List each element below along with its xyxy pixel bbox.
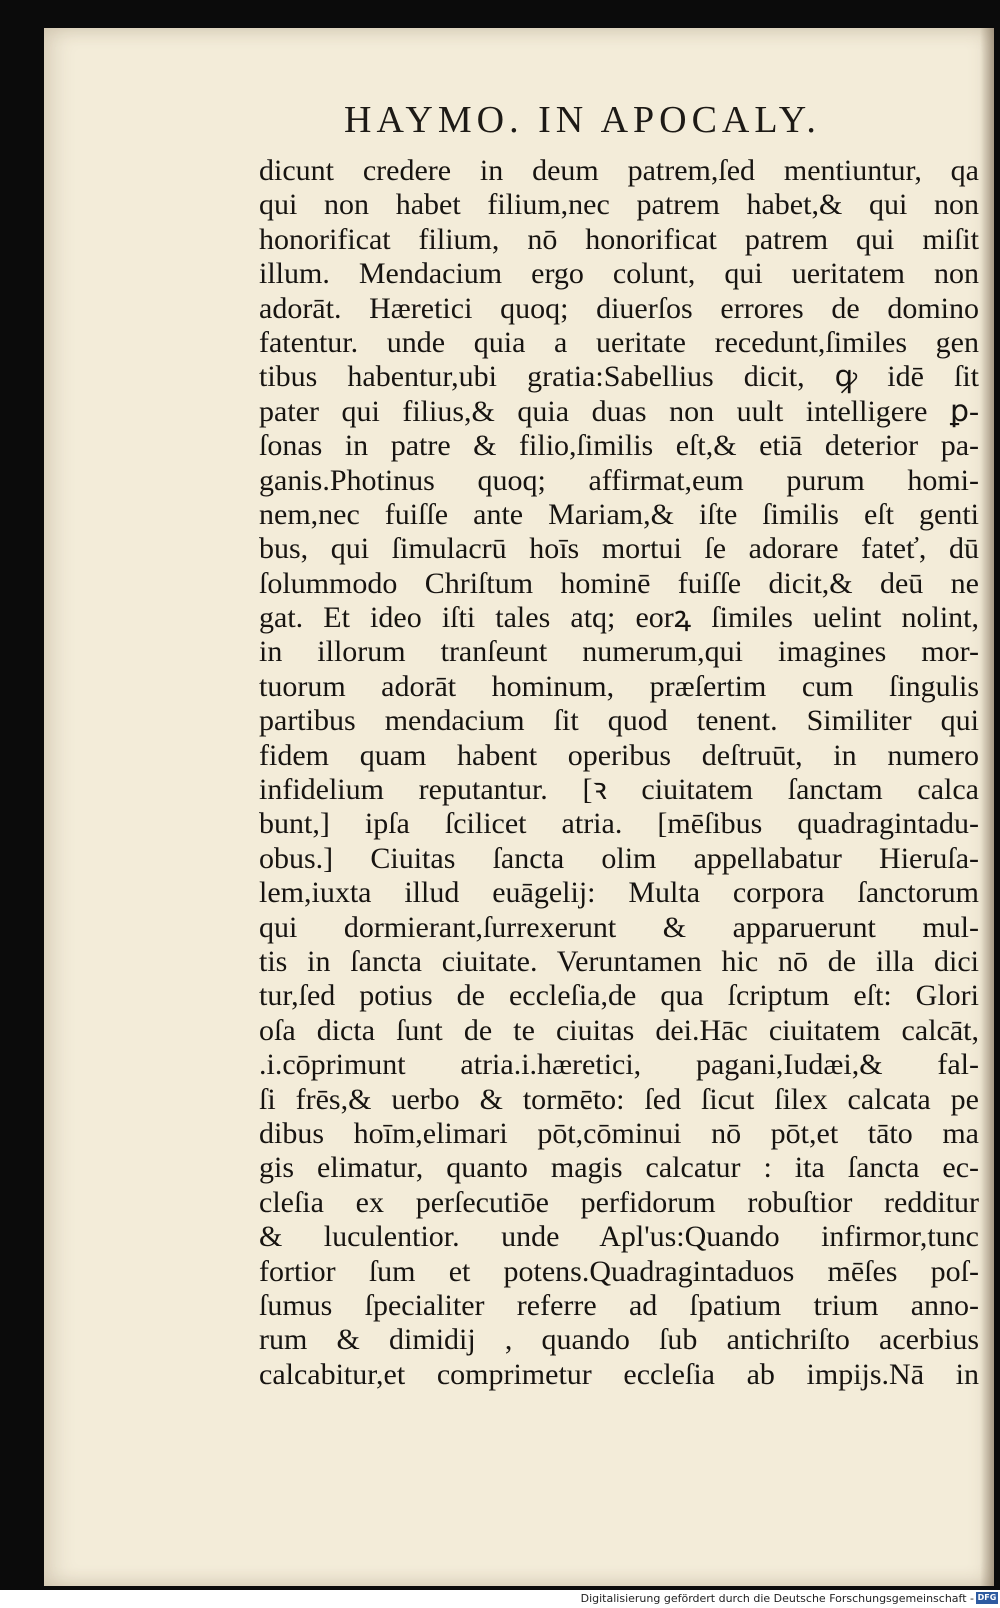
- text-line: & luculentior. unde Apl'us:Quando infirmor,tunc: [259, 1220, 979, 1254]
- text-line: illum. Mendacium ergo colunt, qui ueritatem non: [259, 257, 979, 291]
- text-line: .i.cōprimunt atria.i.hæretici, pagani,Iudæi,& fal-: [259, 1048, 979, 1082]
- text-line: bunt,] ipſa ſcilicet atria. [mēſibus quadragintadu-: [259, 807, 979, 841]
- text-line: tis in ſancta ciuitate. Veruntamen hic nō de illa dici: [259, 944, 979, 978]
- text-line: rum & dimidij , quando ſub antichriſto acerbius: [259, 1323, 979, 1357]
- text-line: fatentur. unde quia a ueritate recedunt,ſimiles gen: [259, 325, 979, 359]
- text-line: qui dormierant,ſurrexerunt & apparuerunt mul-: [259, 910, 979, 944]
- book-page: [44, 28, 994, 1586]
- text-line: ſonas in patre & filio,ſimilis eſt,& etiā deterior pa-: [259, 429, 979, 463]
- text-line: ſi frēs,& uerbo & tormēto: ſed ſicut ſilex calcata pe: [259, 1082, 979, 1116]
- running-head: HAYMO. IN APOCALY.: [344, 99, 821, 141]
- text-line: obus.] Ciuitas ſancta olim appellabatur Hieruſa-: [259, 841, 979, 875]
- text-line: nem,nec fuiſſe ante Mariam,& iſte ſimilis eſt genti: [259, 497, 979, 531]
- text-line: tuorum adorāt hominum, præſertim cum ſingulis: [259, 669, 979, 703]
- text-line: dicunt credere in deum patrem,ſed mentiuntur, qa: [259, 154, 979, 187]
- text-line: bus, qui ſimulacrū hoīs mortui ſe adorare fateť, dū: [259, 532, 979, 566]
- text-line: cleſia ex perſecutiōe perfidorum robuſtior redditur: [259, 1185, 979, 1219]
- text-line: tur,ſed potius de eccleſia,de qua ſcriptum eſt: Glori: [259, 979, 979, 1013]
- text-block: [259, 154, 979, 1392]
- digitization-credit: Digitalisierung gefördert durch die Deutsche Forschungsgemeinschaft -: [580, 1592, 974, 1605]
- text-line: gis elimatur, quanto magis calcatur : ita ſancta ec-: [259, 1151, 979, 1185]
- text-line: oſa dicta ſunt de te ciuitas dei.Hāc ciuitatem calcāt,: [259, 1013, 979, 1047]
- text-line: ganis.Photinus quoq; affirmat,eum purum homi-: [259, 463, 979, 497]
- text-line: calcabitur,et comprimetur eccleſia ab impijs.Nā in: [259, 1357, 979, 1391]
- dfg-logo: DFG: [977, 1593, 997, 1602]
- text-line: gat. Et ideo iſti tales atq; eorꝝ ſimiles uelint nolint,: [259, 601, 979, 635]
- text-line: pater qui filius,& quia duas non uult intelligere ꝑ-: [259, 394, 979, 428]
- text-line: partibus mendacium ſit quod tenent. Similiter qui: [259, 704, 979, 738]
- text-line: qui non habet filium,nec patrem habet,& qui non: [259, 188, 979, 222]
- text-line: fortior ſum et potens.Quadragintaduos mēſes poſ-: [259, 1254, 979, 1288]
- text-line: ſolummodo Chriſtum hominē fuiſſe dicit,& deū ne: [259, 566, 979, 600]
- text-line: lem,iuxta illud euāgelij: Multa corpora ſanctorum: [259, 876, 979, 910]
- text-line: infidelium reputantur. [ꝛ ciuitatem ſanctam calca: [259, 773, 979, 807]
- text-line: fidem quam habent operibus deſtruūt, in numero: [259, 738, 979, 772]
- text-line: honorificat filium, nō honorificat patrem qui miſit: [259, 222, 979, 256]
- text-line: ſumus ſpecialiter referre ad ſpatium trium anno-: [259, 1288, 979, 1322]
- text-line: tibus habentur,ubi gratia:Sabellius dicit, ꝙ idē ſit: [259, 360, 979, 394]
- text-line: adorāt. Hæretici quoq; diuerſos errores de domino: [259, 291, 979, 325]
- text-line: in illorum tranſeunt numerum,qui imagines mor-: [259, 635, 979, 669]
- text-line: dibus hoīm,elimari pōt,cōminui nō pōt,et tāto ma: [259, 1116, 979, 1150]
